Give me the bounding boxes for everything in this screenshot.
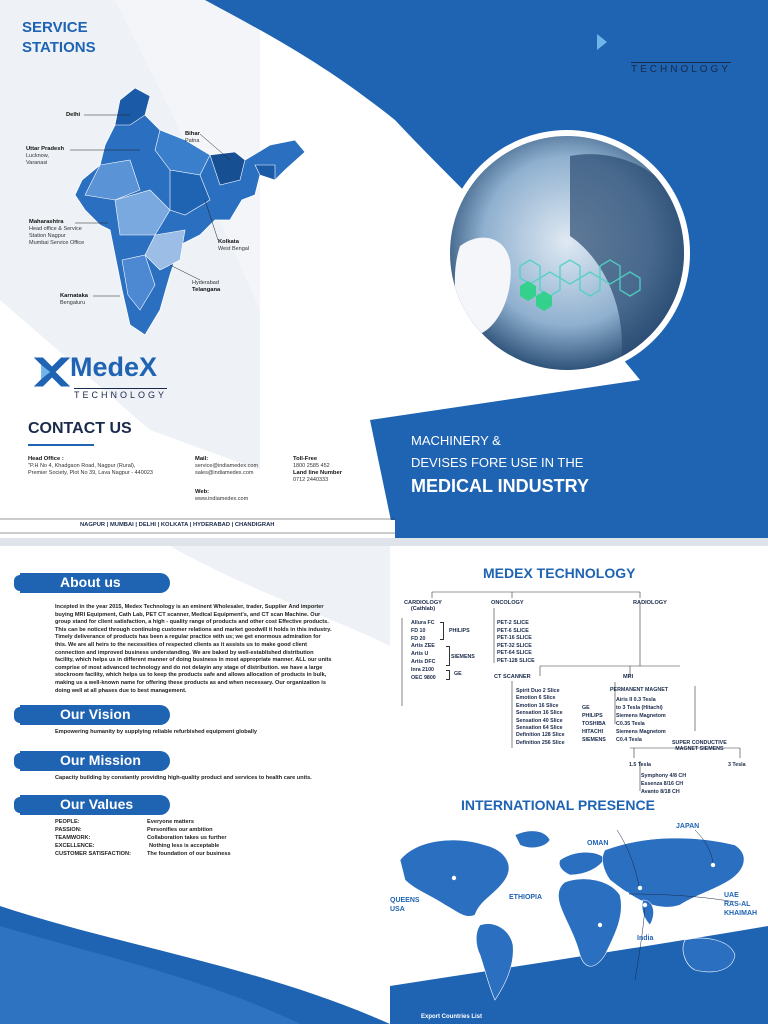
about-line: comprise of most advanced technology and do not delayin any stage of distribution. we have a large xyxy=(55,664,323,671)
pin-japan xyxy=(711,863,715,867)
about-line: making us a well-known name for offering these products as and when necessary. Our organization is xyxy=(55,679,326,686)
cardio-ge: GE xyxy=(454,671,462,677)
pin-ethiopia xyxy=(598,923,602,927)
about-title: About us xyxy=(60,574,121,590)
logo-middle xyxy=(30,352,190,402)
label-kolkata: Kolkata West Bengal xyxy=(218,239,250,252)
logo-name: MedeX xyxy=(629,22,726,55)
value-row: TEAMWORK: Collaboration takes us further xyxy=(55,835,227,841)
label-bihar: Bihar Patna xyxy=(185,131,200,144)
value-row: EXCELLENCE: Nothing less is acceptable xyxy=(55,843,220,849)
mail-link-1[interactable]: service@indiamedex.com xyxy=(195,463,259,469)
phone-block: Toll-Free 1800 2585 452 Land line Number 0712 2440333 xyxy=(293,456,342,483)
ge-brace xyxy=(446,670,450,680)
perm-items: Airis II 0.3 Tesla to 3 Tesla (Hitachi) Siemens Magnetom C0.35 Tesla Siemens Magnetom C0.4 Tesla xyxy=(616,697,666,743)
label-delhi: Delhi xyxy=(66,112,81,118)
tree-tesla-3: 3 Tesla xyxy=(728,762,746,768)
tree-oncology: ONCOLOGY xyxy=(491,600,524,606)
about-pill xyxy=(20,573,170,593)
mission-text: Capacity building by constantly providing high-quality product and services to health care units. xyxy=(55,775,312,781)
ct-brands: GE PHILIPS TOSHIBA HITACHI SIEMENS xyxy=(582,705,606,743)
pin-uae xyxy=(625,892,629,896)
tree-cardiology: CARDIOLOGY (Cathlab) xyxy=(404,600,442,612)
pin-oman xyxy=(638,886,642,890)
about-line: doing well at all phases due to best management. xyxy=(55,687,187,694)
label-karnataka: Karnataka Bengaluru xyxy=(60,293,89,306)
world-map xyxy=(395,820,760,1010)
philips-brace xyxy=(440,622,444,640)
values-pill xyxy=(20,795,170,815)
cities-list: NAGPUR | MUMBAI | DELHI | KOLKATA | HYDERABAD | CHANDIGRAH xyxy=(80,522,275,528)
onco-items: PET-2 SLICE PET-6 SLICE PET-16 SLICE PET-32 SLICE PET-64 SLICE PET-128 SLICE xyxy=(497,620,535,664)
label-up: Uttar Pradesh Lucknow, Varanasi xyxy=(26,146,65,166)
about-line: This can be noticed through continuing customer relations and market goodwill it holds in this industry. xyxy=(55,626,332,633)
label-japan: JAPAN xyxy=(676,823,700,830)
about-line: facility, which helps us in different manner of doing business in most appropriate manner. ALL our units xyxy=(55,657,332,664)
continent-europe xyxy=(559,852,605,875)
value-row: PEOPLE: Everyone matters xyxy=(55,819,194,825)
logo-middle-x-icon xyxy=(30,352,74,392)
siemens-brace xyxy=(446,646,450,666)
tree-radiology: RADIOLOGY xyxy=(633,600,667,606)
mail-link-2[interactable]: sales@indiamedex.com xyxy=(195,470,254,476)
continent-greenland xyxy=(515,831,550,848)
mail-block: Mail: service@indiamedex.com sales@indiamedex.com xyxy=(195,456,259,476)
label-ethiopia: ETHIOPIA xyxy=(509,894,543,901)
hero-image xyxy=(450,136,684,370)
label-oman: OMAN xyxy=(587,840,609,847)
label-leaders xyxy=(0,0,320,340)
panel-divider xyxy=(0,538,768,546)
mission-pill xyxy=(20,751,170,771)
logo-middle-name: MedeX xyxy=(70,352,158,382)
about-line: Timely deliverance of products has been a regular practice with us; we get enormous admiration for xyxy=(55,634,321,641)
tree-mri: MRI xyxy=(623,674,634,680)
back-blue-wave-2 xyxy=(0,926,300,1024)
cardio-siemens: SIEMENS xyxy=(451,654,475,660)
ct-items: Spirit Duo 2 Slice Emotion 6 Slice Emotion 16 Slice Sensation 16 Slice Sensation 40 Slice Sensation 64 Slice Definition 128 Slice Definition 256 Slice xyxy=(516,688,565,746)
label-uae: UAE RAS-AL KHAIMAH xyxy=(724,892,758,917)
tree-super-conductive: SUPER CONDUCTIVE MAGNET SIEMENS xyxy=(672,740,727,752)
about-line: connection and improved business understanding. We are baked by well-established distribution xyxy=(55,649,314,656)
tree-title: MEDEX TECHNOLOGY xyxy=(483,565,636,581)
label-telangana: Hyderabad Telangana xyxy=(192,280,221,293)
tree-permanent-magnet: PERMANENT MAGNET xyxy=(610,687,668,693)
logo-x-icon xyxy=(585,20,633,64)
hero-line1: MACHINERY & xyxy=(411,433,501,448)
back-panel xyxy=(0,546,768,1024)
vision-text: Empowering humanity by supplying reliable refurbished equipment globally xyxy=(55,729,258,735)
about-line: stockroom facility, which helps us to keep the products safe and allows allocation of products in bulk, xyxy=(55,672,327,679)
service-title-line1: SERVICE xyxy=(22,19,88,36)
tree-tesla-15: 1.5 Tesla xyxy=(629,762,651,768)
super-items: Symphony 4/8 CH Essenza 8/16 CH Avanto 8/18 CH xyxy=(641,773,687,795)
mission-title: Our Mission xyxy=(60,752,141,768)
vision-title: Our Vision xyxy=(60,706,131,722)
hero-line2: DEVISES FORE USE IN THE xyxy=(411,455,584,470)
contact-underline xyxy=(28,444,94,446)
label-india: India xyxy=(637,935,654,942)
label-maharashtra: Maharashtra Head office & Service Station Nagpur Mumbai Service Office xyxy=(29,219,85,246)
web-block: Web: www.indiamedex.com xyxy=(195,489,249,502)
leader-india xyxy=(635,908,645,980)
value-row: PASSION: Personifies our ambition xyxy=(55,827,213,833)
about-line: buying MRI Equipment, Cath Lab, PET CT scanner, Medical Equipment's, and CT scan Machine. Our xyxy=(55,611,321,618)
cardio-items: Allura FC FD 10 FD 20 Artis ZEE Artis U Artis DFC Inra 2100 OEC 9800 xyxy=(411,620,436,681)
contact-title: CONTACT US xyxy=(28,420,132,437)
about-text xyxy=(55,604,367,695)
continent-africa xyxy=(558,879,621,966)
export-countries-footer: Export Countries List xyxy=(421,1014,483,1020)
logo-tagline: TECHNOLOGY xyxy=(631,64,732,75)
values-list xyxy=(55,818,231,858)
pin-india xyxy=(643,903,647,907)
head-office: Head Office : "P.H No 4, Khadgaon Road, Nagpur (Rural), Premier Society, Plot No 39, Lava Nagpur - 440023 xyxy=(28,456,153,476)
continent-asia xyxy=(603,838,745,907)
hero-image-ring xyxy=(444,130,690,376)
vision-pill xyxy=(20,705,170,725)
pin-usa xyxy=(452,876,456,880)
hero-line3: MEDICAL INDUSTRY xyxy=(411,476,590,496)
hero-text xyxy=(411,430,589,498)
label-queens-usa: QUEENS USA xyxy=(390,897,420,913)
tree-ct-scanner: CT SCANNER xyxy=(494,674,531,680)
about-line: this. We are all heirs to the necessities of respected clients as it assists us to make good client xyxy=(55,641,308,648)
continent-south-america xyxy=(476,924,513,1000)
continent-australia xyxy=(683,938,735,972)
values-title: Our Values xyxy=(60,796,134,812)
tree-lines xyxy=(390,586,768,796)
value-row: CUSTOMER SATISFACTION: The foundation of our business xyxy=(55,851,231,857)
logo-middle-tagline: TECHNOLOGY xyxy=(74,390,168,400)
service-title-line2: STATIONS xyxy=(22,39,96,56)
about-line: group stand for client satisfaction, a high - quality range of products and other cost Effective products. xyxy=(55,619,329,626)
logo-top xyxy=(585,20,755,80)
about-line: Incepted in the year 2015, Medex Technology is an eminent Wholesaler, trader, Supplier And importer xyxy=(55,604,324,610)
international-title: INTERNATIONAL PRESENCE xyxy=(461,797,655,813)
cardio-philips: PHILIPS xyxy=(449,628,470,634)
web-link[interactable]: www.indiamedex.com xyxy=(195,496,249,502)
